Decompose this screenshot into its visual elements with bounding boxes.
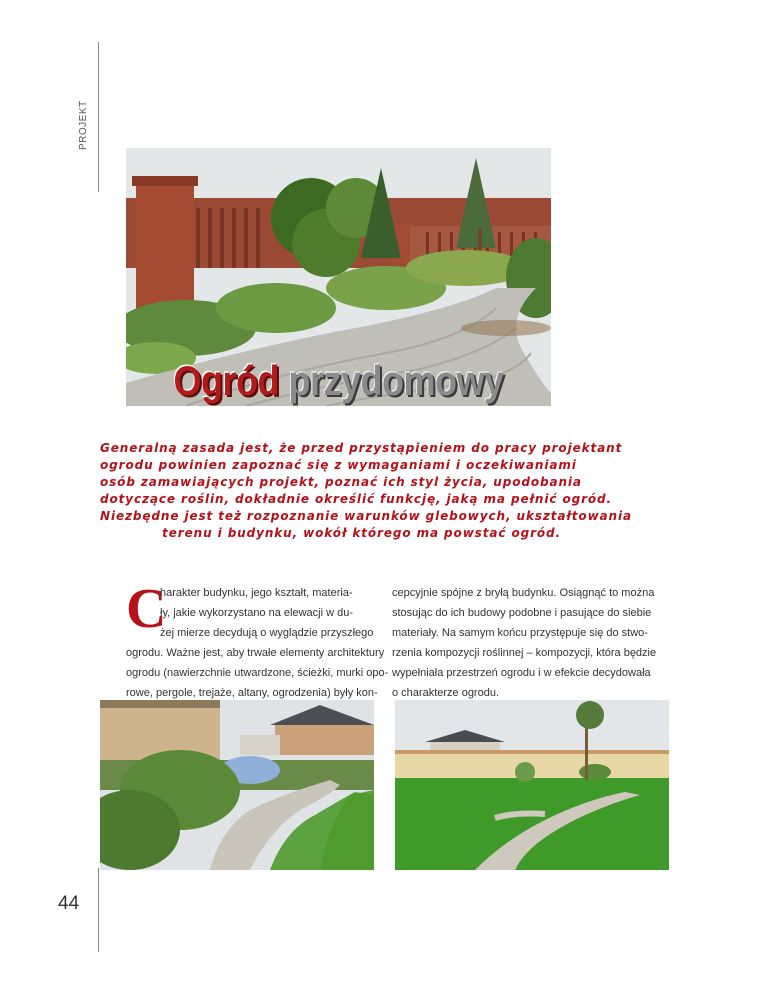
body-line: ogrodu. Ważne jest, aby trwałe elementy architektury [126, 647, 385, 659]
vertical-rule-top [98, 42, 99, 192]
garden-photo-left [100, 700, 374, 870]
body-line: harakter budynku, jego kształt, materia- [160, 587, 353, 599]
drop-cap: C [126, 578, 167, 640]
section-label: PROJEKT [78, 100, 89, 150]
body-line: cepcyjnie spójne z bryłą budynku. Osiągnąć to można [392, 587, 655, 599]
title-word-2: przydomowy [288, 356, 504, 404]
garden-photo-right [395, 700, 669, 870]
garden-lawn-path-photo [395, 700, 669, 870]
body-line: o charakterze ogrodu. [392, 687, 500, 699]
body-line: stosując do ich budowy podobne i pasujące do siebie [392, 607, 652, 619]
article-title [126, 357, 551, 405]
title-word-1: Ogród [173, 356, 279, 404]
lead-line: ogrodu powinien zapoznać się z wymaganiami i oczekiwaniami [100, 458, 577, 472]
lead-line: dotyczące roślin, dokładnie określić funkcję, jaką ma pełnić ogród. [100, 492, 612, 506]
body-line: wypełniała przestrzeń ogrodu i w efekcie decydowała [392, 667, 651, 679]
lead-line: Niezbędne jest też rozpoznanie warunków glebowych, ukształtowania [100, 509, 633, 523]
garden-stone-path-photo [100, 700, 374, 870]
body-line: ły, jakie wykorzystano na elewacji w du- [160, 607, 353, 619]
hero-photo [126, 148, 551, 406]
lead-line: terenu i budynku, wokół którego ma powstać ogród. [162, 526, 561, 540]
body-line: materiały. Na samym końcu przystępuje się do stwo- [392, 627, 648, 639]
body-column-1 [126, 578, 389, 703]
body-line: żej mierze decydują o wyglądzie przyszłego [160, 627, 374, 639]
body-line: ogrodu (nawierzchnie utwardzone, ścieżki, murki opo- [126, 667, 389, 679]
body-line: rowe, pergole, trejaże, altany, ogrodzenia) były kon- [126, 687, 378, 699]
lead-paragraph [100, 440, 633, 542]
body-line: rzenia kompozycji roślinnej – kompozycji, która będzie [392, 647, 657, 659]
page-number: 44 [58, 893, 80, 914]
vertical-rule-bottom [98, 868, 99, 952]
lead-line: Generalną zasada jest, że przed przystąpieniem do pracy projektant [100, 441, 623, 455]
lead-line: osób zamawiających projekt, poznać ich styl życia, upodobania [100, 475, 582, 489]
body-column-2 [392, 583, 657, 703]
